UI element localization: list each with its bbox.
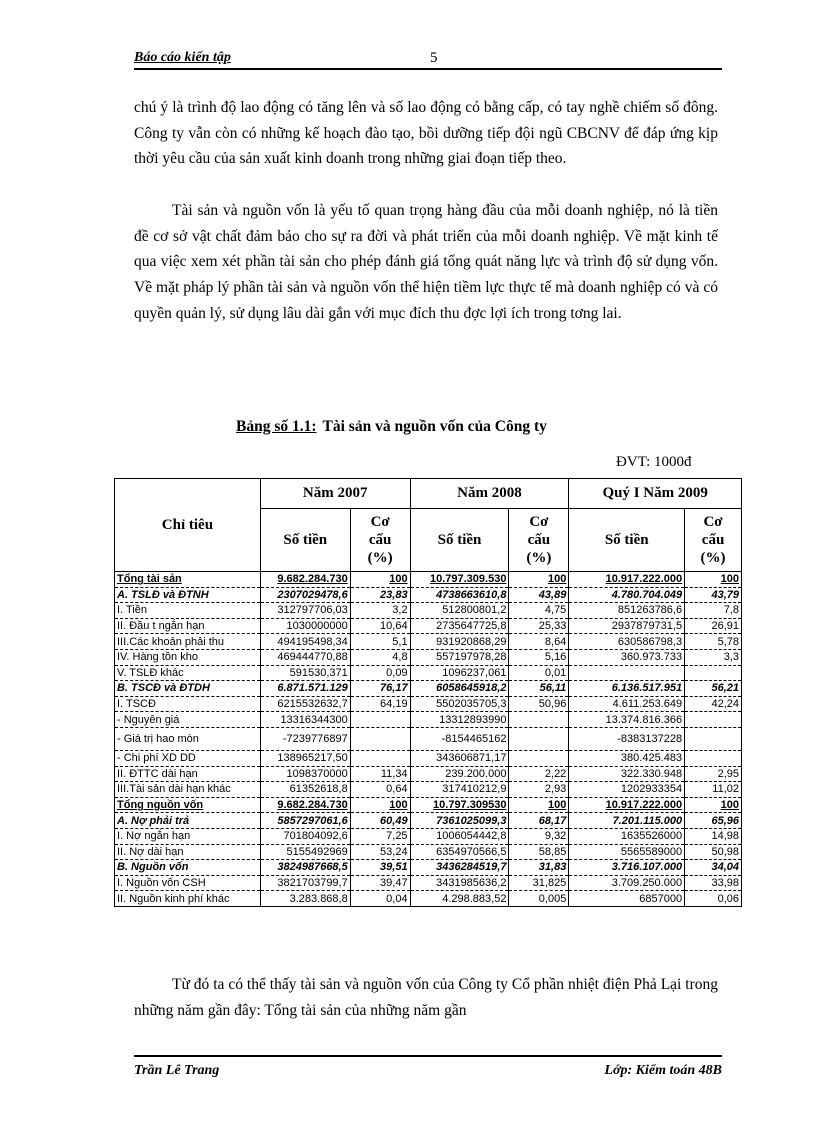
amount-cell: 3824987668,5 — [260, 860, 350, 876]
share-cell: 34,04 — [685, 860, 742, 876]
amount-cell: 6215532632,7 — [260, 696, 350, 712]
table-row — [115, 696, 742, 712]
share-cell: 56,21 — [685, 681, 742, 697]
amount-cell: 3.283.868,8 — [260, 891, 350, 907]
amount-cell: 6354970566,5 — [410, 844, 509, 860]
amount-cell: 1006054442,8 — [410, 828, 509, 844]
share-cell: 68,17 — [509, 813, 569, 829]
amount-cell: 322.330.948 — [569, 766, 685, 782]
page-header — [134, 50, 722, 70]
share-cell: 4,8 — [350, 649, 410, 665]
row-label: A. Nợ phải trả — [115, 813, 261, 829]
row-label: I. Tiền — [115, 603, 261, 619]
row-label: A. TSLĐ và ĐTNH — [115, 587, 261, 603]
share-cell: 0,005 — [509, 891, 569, 907]
table-row — [115, 681, 742, 697]
share-cell: 7,25 — [350, 828, 410, 844]
share-cell — [685, 727, 742, 750]
paragraph-2: Tài sản và nguồn vốn là yếu tố quan trọng hàng đầu của mỗi doanh nghiệp, nó là tiền đề cơ sở vật chất đảm bảo cho sự ra đời và phát triển của mỗi doanh nghiệp. Về mặt kinh tế qua việc xem xét phần tài sản cho phép đánh giá tổng quát năng lực và trình độ sử dụng vốn. Về mặt pháp lý phần tài sản và nguồn vốn thể hiện tiềm lực thực tế mà doanh nghiệp có và có quyền quản lý, sử dụng lâu dài gắn với mục đích thu đợc lợi ích trong tơng lai. — [134, 202, 718, 322]
share-cell: 10,64 — [350, 618, 410, 634]
amount-cell: 512800801,2 — [410, 603, 509, 619]
amount-cell — [569, 665, 685, 681]
table-row — [115, 828, 742, 844]
amount-cell: 931920868,29 — [410, 634, 509, 650]
amount-cell: 557197978,28 — [410, 649, 509, 665]
share-cell: 23,83 — [350, 587, 410, 603]
footer-author: Trần Lê Trang — [134, 1063, 220, 1078]
row-label: B. TSCĐ và ĐTDH — [115, 681, 261, 697]
table-row — [115, 618, 742, 634]
share-cell — [685, 750, 742, 766]
row-label: II. Nguồn kinh phí khác — [115, 891, 261, 907]
amount-cell: 5857297061,6 — [260, 813, 350, 829]
share-cell: 5,78 — [685, 634, 742, 650]
share-cell — [685, 712, 742, 728]
amount-cell: 1635526000 — [569, 828, 685, 844]
share-header: Cơ cấu (%) — [350, 509, 410, 572]
amount-cell: 4.298.883,52 — [410, 891, 509, 907]
amount-cell: 7.201.115.000 — [569, 813, 685, 829]
row-label: Tổng nguồn vốn — [115, 797, 261, 813]
share-cell — [350, 712, 410, 728]
share-cell: 0,64 — [350, 782, 410, 798]
share-cell: 100 — [350, 797, 410, 813]
amount-cell: 3431985636,2 — [410, 875, 509, 891]
amount-cell: 6058645918,2 — [410, 681, 509, 697]
paragraph-1: chú ý là trình độ lao động có tăng lên và số lao động có bằng cấp, có tay nghề chiếm số đông. Công ty vẫn còn có những kế hoạch đào tạo, bồi dưỡng tiếp đội ngũ CBCNV để đáp ứng kịp thời yêu cầu của sản xuất kinh doanh trong những giai đoạn tiếp theo. — [134, 99, 718, 168]
period-header-2009: Quý I Năm 2009 — [569, 479, 742, 509]
amount-cell: 494195498,34 — [260, 634, 350, 650]
share-cell: 100 — [350, 572, 410, 588]
share-cell: 50,96 — [509, 696, 569, 712]
share-cell: 39,51 — [350, 860, 410, 876]
table-row — [115, 766, 742, 782]
amount-cell: 380.425.483 — [569, 750, 685, 766]
table-row — [115, 665, 742, 681]
amount-cell: 10.917.222.000 — [569, 797, 685, 813]
table-row — [115, 891, 742, 907]
share-cell: 50,98 — [685, 844, 742, 860]
share-cell: 100 — [685, 797, 742, 813]
table-caption-text: Tài sản và nguồn vốn của Công ty — [322, 418, 547, 435]
table-caption-label: Bảng số 1.1: — [236, 418, 317, 435]
share-cell: 76,17 — [350, 681, 410, 697]
amount-header: Số tiền — [260, 509, 350, 572]
share-cell: 3,3 — [685, 649, 742, 665]
amount-cell: 1202933354 — [569, 782, 685, 798]
table-row — [115, 712, 742, 728]
table-row — [115, 844, 742, 860]
share-cell: 2,95 — [685, 766, 742, 782]
share-cell: 2,22 — [509, 766, 569, 782]
table-row — [115, 750, 742, 766]
row-label: - Giá trị hao mòn — [115, 727, 261, 750]
table-row — [115, 797, 742, 813]
amount-cell: 2307029478,6 — [260, 587, 350, 603]
amount-cell: 360.973.733 — [569, 649, 685, 665]
table-row — [115, 587, 742, 603]
share-cell — [509, 712, 569, 728]
amount-cell: 4738663610,8 — [410, 587, 509, 603]
period-header-2008: Năm 2008 — [410, 479, 569, 509]
amount-cell: 6857000 — [569, 891, 685, 907]
row-label: II. Đầu t ngắn hạn — [115, 618, 261, 634]
amount-cell: 5502035705,3 — [410, 696, 509, 712]
share-cell: 31,83 — [509, 860, 569, 876]
table-row — [115, 860, 742, 876]
table-row — [115, 875, 742, 891]
share-cell: 2,93 — [509, 782, 569, 798]
share-cell: 65,96 — [685, 813, 742, 829]
share-cell: 7,8 — [685, 603, 742, 619]
share-cell: 5,1 — [350, 634, 410, 650]
amount-cell: 6.871.571.129 — [260, 681, 350, 697]
share-cell: 58,85 — [509, 844, 569, 860]
row-label: Tổng tài sản — [115, 572, 261, 588]
amount-header: Số tiền — [569, 509, 685, 572]
amount-cell: -8154465162 — [410, 727, 509, 750]
amount-cell: 851263786,6 — [569, 603, 685, 619]
row-label: II. ĐTTC dài hạn — [115, 766, 261, 782]
share-cell: 39,47 — [350, 875, 410, 891]
amount-cell: 13312893990 — [410, 712, 509, 728]
share-header: Cơ cấu (%) — [509, 509, 569, 572]
amount-cell: 13316344300 — [260, 712, 350, 728]
amount-cell: 3.709.250.000 — [569, 875, 685, 891]
share-cell — [685, 665, 742, 681]
amount-cell: 10.797.309.530 — [410, 572, 509, 588]
amount-cell: 61352618,8 — [260, 782, 350, 798]
share-cell: 43,89 — [509, 587, 569, 603]
amount-cell: 5565589000 — [569, 844, 685, 860]
share-cell: 5,16 — [509, 649, 569, 665]
share-cell: 3,2 — [350, 603, 410, 619]
row-label: V. TSLĐ khác — [115, 665, 261, 681]
page-footer — [134, 1055, 722, 1079]
row-label: I. TSCĐ — [115, 696, 261, 712]
amount-cell: 10.797.309530 — [410, 797, 509, 813]
amount-cell: 591530,371 — [260, 665, 350, 681]
row-label: II. Nợ dài hạn — [115, 844, 261, 860]
amount-header: Số tiền — [410, 509, 509, 572]
row-label: IV. Hàng tồn kho — [115, 649, 261, 665]
amount-cell: 4.611.253.649 — [569, 696, 685, 712]
amount-cell: 5155492969 — [260, 844, 350, 860]
period-header-2007: Năm 2007 — [260, 479, 410, 509]
share-cell: 25,33 — [509, 618, 569, 634]
share-cell: 4,75 — [509, 603, 569, 619]
share-cell: 100 — [685, 572, 742, 588]
amount-cell: 9.682.284.730 — [260, 572, 350, 588]
table-row — [115, 782, 742, 798]
amount-cell: 3436284519,7 — [410, 860, 509, 876]
amount-cell: 343606871,17 — [410, 750, 509, 766]
amount-cell: 1096237,061 — [410, 665, 509, 681]
unit-label: ĐVT: 1000đ — [616, 454, 692, 470]
share-cell: 0,09 — [350, 665, 410, 681]
row-label: III.Các khoản phải thu — [115, 634, 261, 650]
amount-cell: 10.917.222.000 — [569, 572, 685, 588]
asset-capital-table — [114, 478, 742, 907]
table-row — [115, 603, 742, 619]
share-cell — [350, 750, 410, 766]
amount-cell: 1030000000 — [260, 618, 350, 634]
amount-cell: 630586798,3 — [569, 634, 685, 650]
share-cell: 43,79 — [685, 587, 742, 603]
share-cell: 56,11 — [509, 681, 569, 697]
amount-cell: -7239776897 — [260, 727, 350, 750]
amount-cell: 138965217,50 — [260, 750, 350, 766]
row-label: B. Nguồn vốn — [115, 860, 261, 876]
share-cell: 0,01 — [509, 665, 569, 681]
share-cell: 11,02 — [685, 782, 742, 798]
row-label: III.Tài sản dài hạn khác — [115, 782, 261, 798]
share-cell: 53,24 — [350, 844, 410, 860]
share-cell: 42,24 — [685, 696, 742, 712]
share-cell: 9,32 — [509, 828, 569, 844]
share-cell: 14,98 — [685, 828, 742, 844]
indicator-header: Chỉ tiêu — [115, 479, 261, 572]
amount-cell: 3821703799,7 — [260, 875, 350, 891]
table-row — [115, 572, 742, 588]
share-cell: 60,49 — [350, 813, 410, 829]
amount-cell: 13.374.816.366 — [569, 712, 685, 728]
share-cell: 64,19 — [350, 696, 410, 712]
amount-cell: 9.682.284.730 — [260, 797, 350, 813]
amount-cell: 317410212,9 — [410, 782, 509, 798]
share-cell: 100 — [509, 572, 569, 588]
share-cell — [509, 727, 569, 750]
row-label: - Nguyên giá — [115, 712, 261, 728]
amount-cell: 7361025099,3 — [410, 813, 509, 829]
header-title: Báo cáo kiến tập — [134, 50, 231, 65]
footer-class: Lớp: Kiểm toán 48B — [604, 1063, 722, 1078]
amount-cell: 1098370000 — [260, 766, 350, 782]
amount-cell: 3.716.107.000 — [569, 860, 685, 876]
row-label: I. Nợ ngắn hạn — [115, 828, 261, 844]
share-cell: 0,04 — [350, 891, 410, 907]
amount-cell: 239.200.000 — [410, 766, 509, 782]
amount-cell: 312797706,03 — [260, 603, 350, 619]
share-cell — [509, 750, 569, 766]
amount-cell: 469444770,88 — [260, 649, 350, 665]
table-row — [115, 634, 742, 650]
share-cell: 26,91 — [685, 618, 742, 634]
share-cell: 100 — [509, 797, 569, 813]
amount-cell: 701804092,6 — [260, 828, 350, 844]
page-number: 5 — [430, 50, 438, 66]
paragraph-3: Từ đó ta có thể thấy tài sản và nguồn vốn của Công ty Cổ phần nhiệt điện Phả Lại trong những năm gần đây: Tổng tài sản của những năm gần — [134, 976, 718, 1019]
table-row — [115, 813, 742, 829]
table-body — [115, 572, 742, 907]
share-cell — [350, 727, 410, 750]
amount-cell: 4.780.704.049 — [569, 587, 685, 603]
table-row — [115, 649, 742, 665]
amount-cell: 2735647725,8 — [410, 618, 509, 634]
share-cell: 8,64 — [509, 634, 569, 650]
amount-cell: -8383137228 — [569, 727, 685, 750]
table-caption — [236, 418, 547, 436]
share-header: Cơ cấu (%) — [685, 509, 742, 572]
row-label: I. Nguồn vốn CSH — [115, 875, 261, 891]
table-row — [115, 727, 742, 750]
amount-cell: 2937879731,5 — [569, 618, 685, 634]
share-cell: 33,98 — [685, 875, 742, 891]
share-cell: 31,825 — [509, 875, 569, 891]
row-label: - Chi phí XD DD — [115, 750, 261, 766]
share-cell: 0,06 — [685, 891, 742, 907]
amount-cell: 6.136.517.951 — [569, 681, 685, 697]
share-cell: 11,34 — [350, 766, 410, 782]
